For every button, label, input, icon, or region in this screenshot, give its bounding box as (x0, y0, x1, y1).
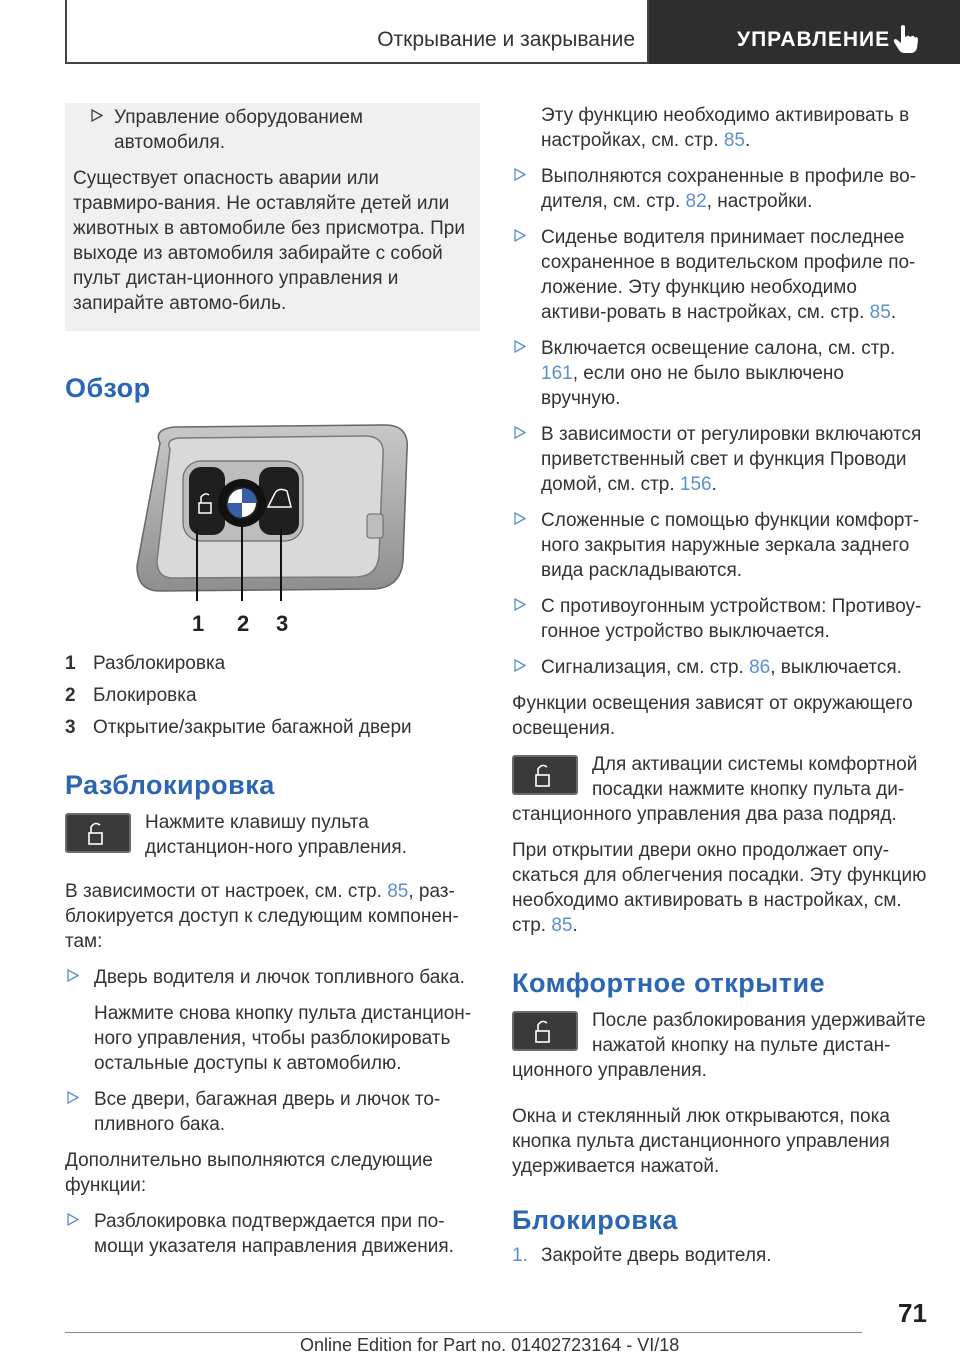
legend-item: 3 Открытие/закрытие багажной двери (65, 717, 412, 738)
bullet-item: Разблокировка подтверждается при по-мощи указателя направления движения. (65, 1209, 480, 1259)
callout-1: 1 (192, 611, 205, 636)
bullet-item: В зависимости от регулировки включаются приветственный свет и функция Проводи домой, см. стр. 156. (512, 422, 927, 497)
page-link[interactable]: 161 (541, 363, 573, 384)
triangle-bullet-icon (514, 340, 526, 353)
bullet-item: Все двери, багажная дверь и лючок то-пливного бака. (65, 1087, 480, 1137)
bullet-item: Включается освещение салона, см. стр. 161, если оно не было выключено вручную. (512, 336, 927, 411)
page-link[interactable]: 85 (869, 302, 891, 323)
unlock-button-icon (65, 813, 131, 853)
bullet-item: Сложенные с помощью функции комфорт-ного закрытия наружные зеркала заднего вида раскладываются. (512, 508, 927, 583)
bullet-item: С противоугонным устройством: Противоу-гонное устройство выключается. (512, 594, 927, 644)
legend-item: 2 Блокировка (65, 685, 197, 706)
bullet-item: Выполняются сохраненные в профиле во-дителя, см. стр. 82, настройки. (512, 164, 927, 214)
page-link[interactable]: 85 (387, 881, 409, 902)
page-link[interactable]: 82 (685, 191, 707, 212)
triangle-bullet-icon (514, 512, 526, 525)
triangle-bullet-icon (514, 659, 526, 672)
warning-bullet: Управление оборудованием автомобиля. (73, 105, 472, 155)
triangle-bullet-icon (514, 168, 526, 181)
warning-box (65, 103, 480, 331)
triangle-bullet-icon (514, 426, 526, 439)
right-column (512, 103, 927, 1268)
step-item: 1. Закройте дверь водителя. (512, 1245, 772, 1266)
unlock-heading: Разблокировка (65, 770, 275, 800)
triangle-bullet-icon (514, 598, 526, 611)
left-column (65, 103, 480, 1270)
warning-text: Существует опасность аварии или травмиро-вания. Не оставляйте детей или животных в автомобиле без присмотра. При выходе из автомобиля забирайте с собой пульт дистан-ционного управления и запирайте автомо-биль. (73, 168, 465, 314)
footer-divider (65, 1332, 862, 1333)
lighting-text: Функции освещения зависят от окружающего освещения. (512, 693, 913, 739)
bullet-item: Сигнализация, см. стр. 86, выключается. (512, 655, 927, 680)
triangle-bullet-icon (91, 109, 103, 122)
comfort-entry-text: Для активации системы комфортной посадки нажмите кнопку пульта ди-станционного управления два раза подряд. (512, 754, 918, 825)
callout-2: 2 (237, 611, 250, 636)
callout-3: 3 (276, 611, 289, 636)
unlock-intro: Нажмите клавишу пульта дистанцион-ного управления. (145, 812, 407, 858)
overview-heading: Обзор (65, 373, 151, 403)
comfort-open-text: После разблокирования удерживайте нажатой кнопку на пульте дистан-ционного управления. (512, 1010, 926, 1081)
header-section-title: Открывание и закрывание (377, 28, 635, 51)
window-text: При открытии двери окно продолжает опу-скаться для облегчения посадки. Эту функцию необходимо активировать в настройках, см. стр. 85. (512, 840, 927, 936)
additional-text: Дополнительно выполняются следующие функции: (65, 1150, 433, 1196)
triangle-bullet-icon (67, 1213, 79, 1226)
page-number: 71 (898, 1298, 927, 1328)
lock-steps (512, 1243, 927, 1268)
remote-key-image (65, 421, 480, 641)
legend-item: 1 Разблокировка (65, 653, 226, 674)
triangle-bullet-icon (514, 229, 526, 242)
unlock-button-icon (512, 1011, 578, 1051)
depends-text: В зависимости от настроек, см. стр. 85, раз-блокируется доступ к следующим компонен-там: (65, 881, 459, 952)
header-section-tab (65, 0, 649, 64)
triangle-bullet-icon (67, 969, 79, 982)
comfort-open-text-2: Окна и стеклянный люк открываются, пока кнопка пульта дистанционного управления удерживается нажатой. (512, 1106, 890, 1177)
header-chapter-tab (649, 0, 960, 64)
legend-list (65, 651, 480, 740)
page-link[interactable]: 86 (749, 657, 771, 678)
bullet-subtext: Нажмите снова кнопку пульта дистанцион-ного управления, чтобы разблокировать остальные доступы к автомобилю. (94, 1003, 472, 1074)
hand-pointer-icon (893, 24, 919, 54)
page-link[interactable]: 85 (551, 915, 573, 936)
bullet-item: Дверь водителя и лючок топливного бака. (65, 965, 480, 990)
header-chapter-title: УПРАВЛЕНИЕ (737, 28, 891, 51)
continued-text: Эту функцию необходимо активировать в настройках, см. стр. 85. (541, 105, 910, 151)
footer-edition: Online Edition for Part no. 01402723164 - VI/18 (300, 1335, 680, 1355)
page-link[interactable]: 85 (723, 130, 745, 151)
bullet-item: Сиденье водителя принимает последнее сохраненное в водительском профиле по-ложение. Эту функцию необходимо активи-ровать в настройках, см. стр. 85. (512, 225, 927, 325)
comfort-open-heading: Комфортное открытие (512, 968, 826, 998)
unlock-button-icon (512, 755, 578, 795)
lock-heading: Блокировка (512, 1205, 678, 1235)
page-link[interactable]: 156 (679, 474, 712, 495)
triangle-bullet-icon (67, 1091, 79, 1104)
